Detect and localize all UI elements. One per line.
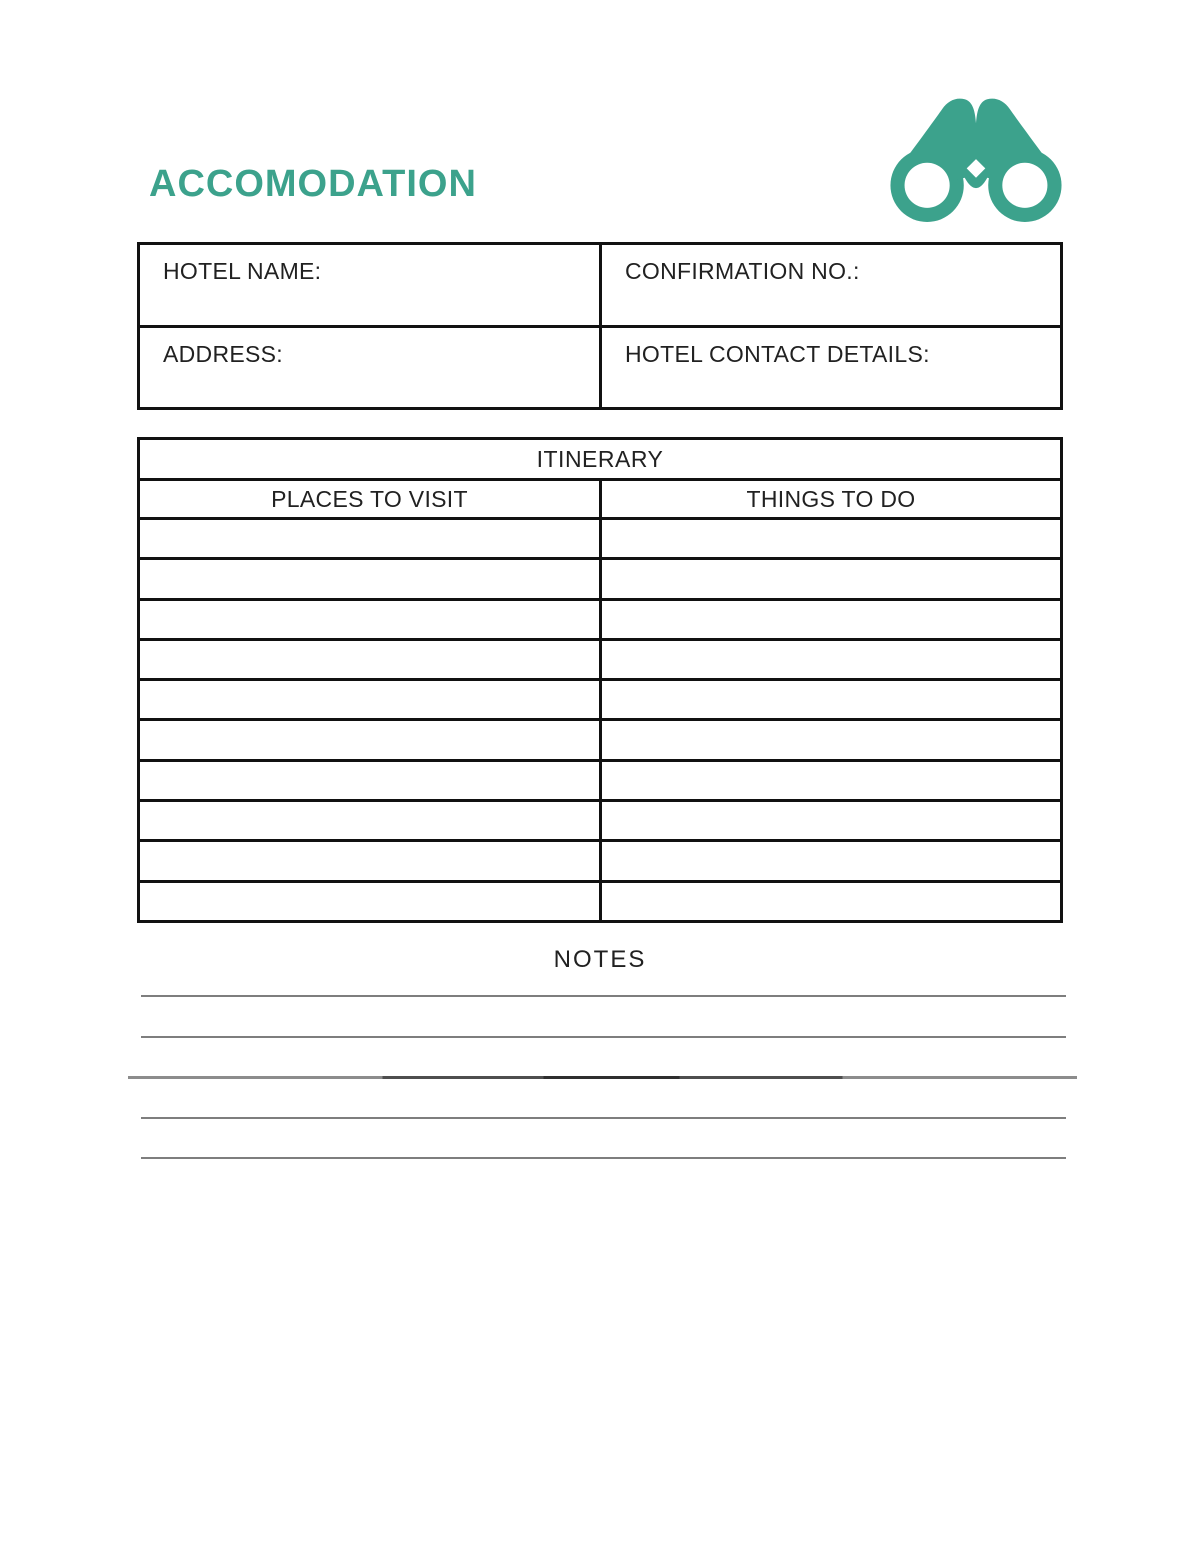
itinerary-row: [140, 601, 1060, 641]
things-to-do-cell[interactable]: [602, 681, 1060, 718]
things-to-do-cell[interactable]: [602, 641, 1060, 678]
things-to-do-cell[interactable]: [602, 762, 1060, 799]
itinerary-column-headers: [140, 481, 1060, 520]
things-to-do-cell[interactable]: [602, 802, 1060, 839]
places-to-visit-cell[interactable]: [140, 721, 602, 758]
itinerary-title: ITINERARY: [140, 440, 1060, 481]
things-to-do-cell[interactable]: [602, 842, 1060, 879]
hotel-info-table: [137, 242, 1063, 410]
hotel-name-label: HOTEL NAME:: [163, 258, 322, 284]
notes-line[interactable]: [141, 1036, 1066, 1038]
places-to-visit-cell[interactable]: [140, 883, 602, 920]
itinerary-row: [140, 641, 1060, 681]
things-to-do-cell[interactable]: [602, 721, 1060, 758]
notes-title: NOTES: [553, 946, 647, 973]
places-to-visit-cell[interactable]: [140, 681, 602, 718]
itinerary-rows: [140, 520, 1060, 920]
itinerary-row: [140, 520, 1060, 560]
hotel-info-row: [140, 245, 1060, 328]
address-label: ADDRESS:: [163, 340, 283, 367]
hotel-contact-label: HOTEL CONTACT DETAILS:: [625, 340, 930, 367]
itinerary-row: [140, 721, 1060, 761]
column-header-things-to-do: THINGS TO DO: [746, 485, 916, 512]
page-title: ACCOMODATION: [149, 163, 477, 205]
itinerary-row: [140, 802, 1060, 842]
notes-line[interactable]: [141, 1157, 1066, 1159]
places-to-visit-cell[interactable]: [140, 802, 602, 839]
places-to-visit-cell[interactable]: [140, 601, 602, 638]
places-to-visit-cell[interactable]: [140, 762, 602, 799]
itinerary-table: [137, 437, 1063, 923]
things-to-do-cell[interactable]: [602, 560, 1060, 597]
address-cell[interactable]: [140, 328, 602, 408]
places-to-visit-cell[interactable]: [140, 641, 602, 678]
itinerary-row: [140, 560, 1060, 600]
notes-line[interactable]: [141, 1117, 1066, 1119]
hotel-name-cell[interactable]: [140, 245, 602, 325]
confirmation-no-cell[interactable]: [602, 245, 1060, 325]
itinerary-row: [140, 762, 1060, 802]
things-to-do-cell[interactable]: [602, 520, 1060, 557]
notes-line[interactable]: [141, 995, 1066, 997]
places-to-visit-cell[interactable]: [140, 560, 602, 597]
column-header-places-to-visit: PLACES TO VISIT: [140, 481, 602, 517]
things-to-do-cell[interactable]: [602, 601, 1060, 638]
places-to-visit-cell[interactable]: [140, 520, 602, 557]
itinerary-row: [140, 681, 1060, 721]
hotel-info-row: [140, 328, 1060, 408]
places-to-visit-cell[interactable]: [140, 842, 602, 879]
hotel-contact-cell[interactable]: [602, 328, 1060, 408]
notes-line[interactable]: [128, 1076, 1077, 1079]
binoculars-icon: [882, 93, 1070, 225]
itinerary-row: [140, 842, 1060, 882]
things-to-do-cell[interactable]: [602, 883, 1060, 920]
itinerary-row: [140, 883, 1060, 920]
confirmation-no-label: CONFIRMATION NO.:: [625, 258, 860, 284]
